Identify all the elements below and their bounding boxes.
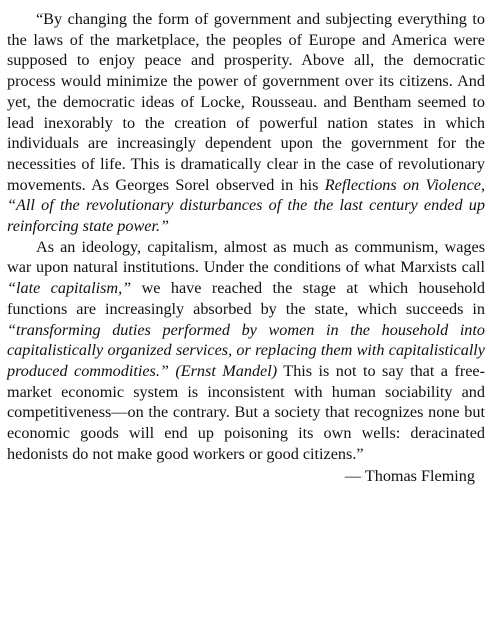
attribution: — Thomas Fleming: [344, 467, 475, 486]
book-title: Reflections on Violence: [324, 175, 481, 194]
sorel-quote: “All of the revolutionary disturbances of the the last century ended up reinforcing state power.”: [7, 196, 485, 236]
paragraph-1-text-1: “By changing the form of government and subjecting everything to the laws of the marketplace, the peoples of Europe and America were supposed to enjoy peace and prosperity. Above all, the democratic process would minimize the power of government over its citizens. And yet, the democratic ideas of Locke, Rousseau. and Bentham seemed to lead inexorably to the creation of powerful nation states in which individuals are increasingly dependent upon the government for the necessities of life. This is dramatically clear in the case of revolutionary movements. As Georges Sorel observed in his: [7, 10, 485, 194]
mandel-quote: “transforming duties performed by women in the household into capitalistically organized services, or replacing them with capitalistically produced commodities.” (Ernst Mandel): [7, 320, 485, 380]
paragraph-1-text-2: ,: [480, 175, 485, 194]
late-capitalism-phrase: “late capitalism,”: [7, 279, 132, 298]
quote-paragraph-2: [7, 237, 485, 465]
paragraph-2-text-1: As an ideology, capitalism, almost as much as communism, wages war upon natural institutions. Under the conditions of what Marxists call: [7, 237, 485, 277]
quote-paragraph-1: [7, 9, 485, 237]
paragraph-2-text-3: This is not to say that a free-market economic system is inconsistent with human sociability and competitiveness—on the contrary. But a society that recognizes none but economic goods will end up poisoning its own wells: deracinated hedonists do not make good workers or good citizens.”: [7, 361, 486, 463]
paragraph-2-text-2: we have reached the stage at which household functions are increasingly absorbed by the state, which succeeds in: [7, 279, 485, 318]
